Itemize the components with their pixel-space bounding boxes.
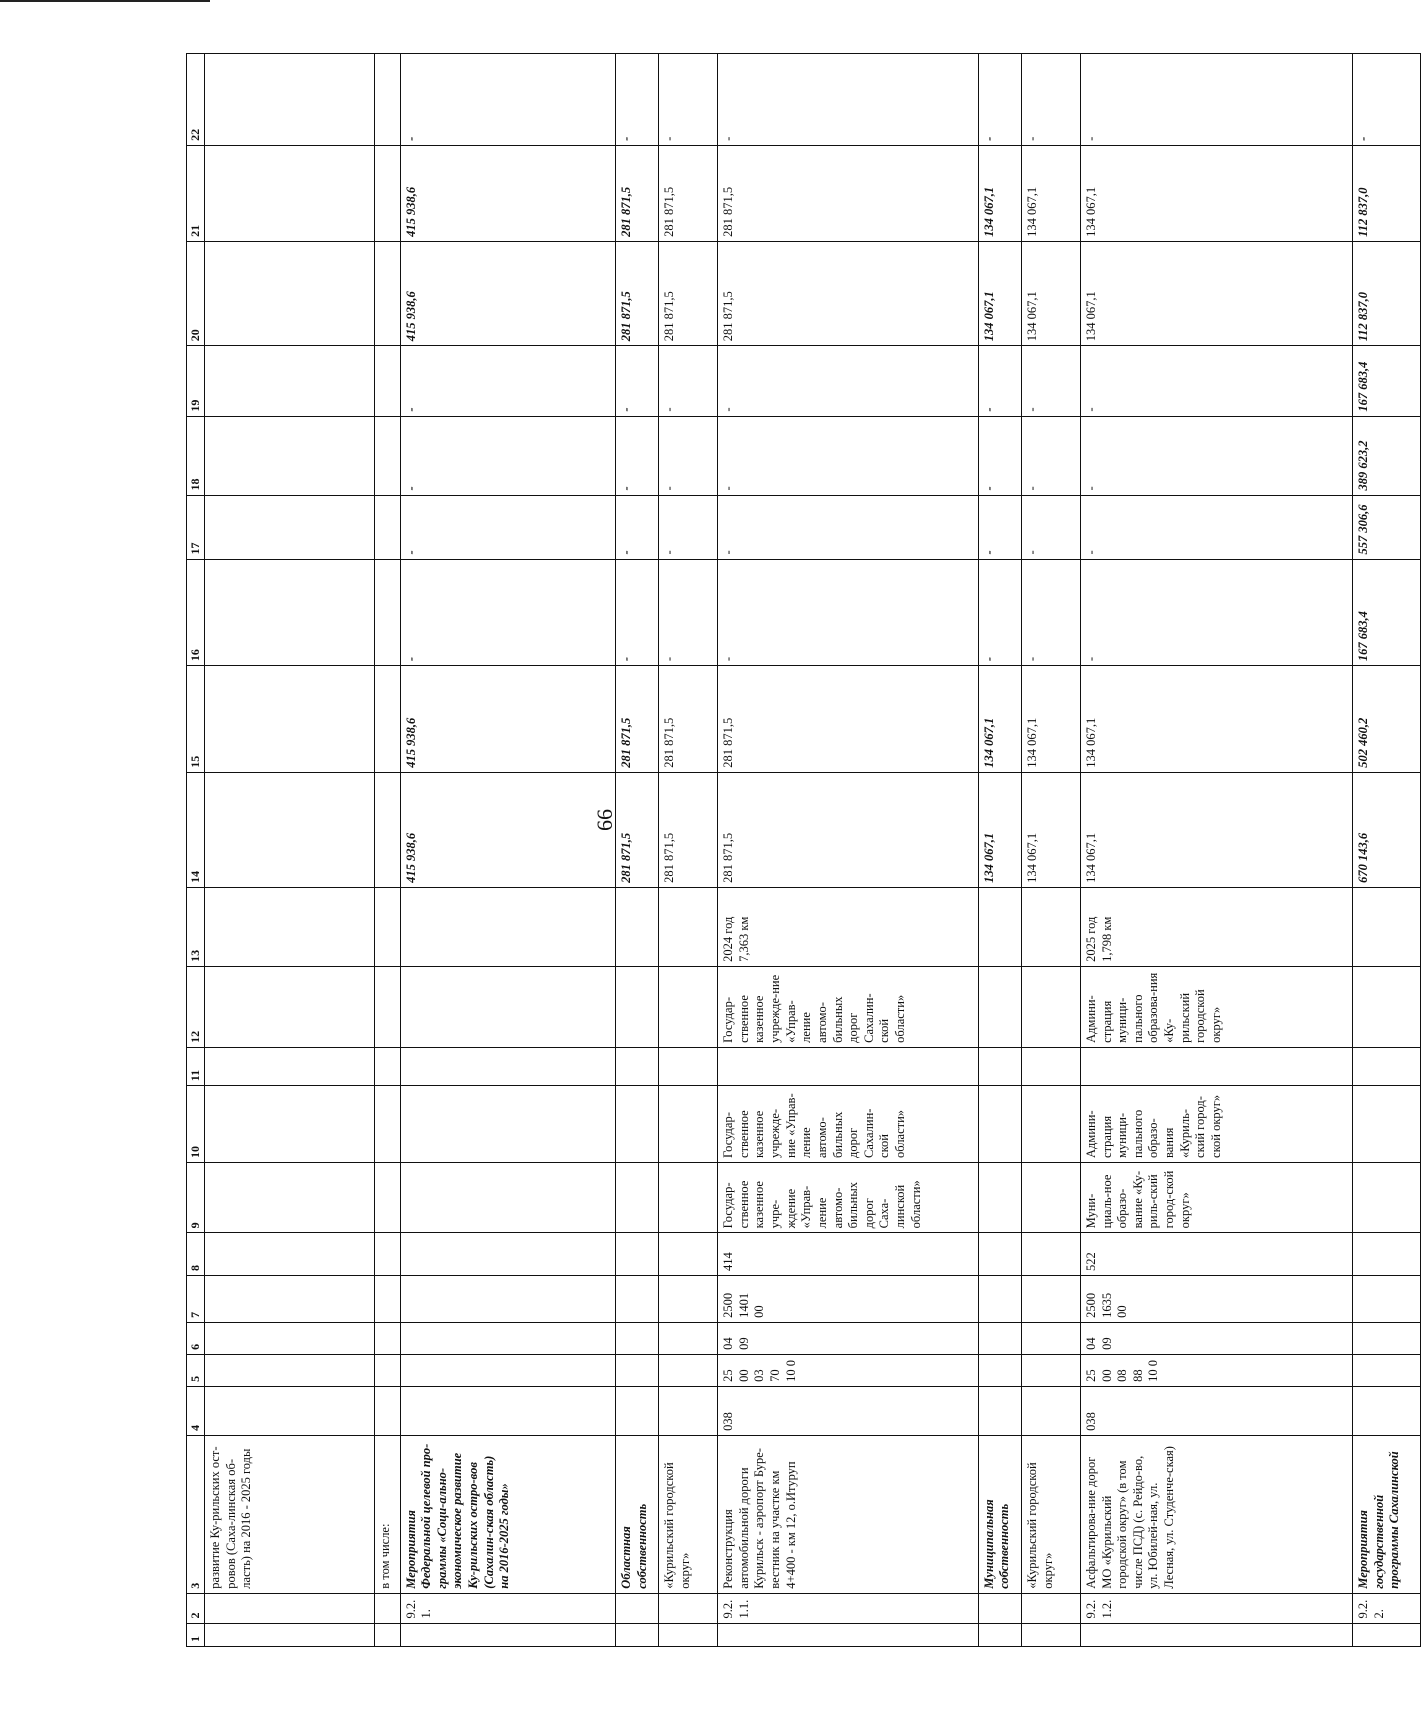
cell-col-12: Государ-ственное казенное учрежде-ние «Управ-ление автомо-бильных дорог Сахалин-ской области» [718,966,979,1047]
cell-col-10 [374,1086,400,1163]
cell-col-8 [1022,1233,1081,1276]
cell-col-2 [1022,1593,1081,1623]
cell-col-2 [374,1593,400,1623]
cell-col-16: - [400,559,615,666]
cell-col-13 [659,887,718,966]
cell-col-19: - [659,346,718,416]
cell-col-7 [659,1275,718,1322]
cell-col-15: 134 067,1 [978,666,1021,773]
cell-col-11 [205,1047,375,1085]
cell-col-4 [978,1386,1021,1435]
cell-col-17: - [1080,495,1352,559]
cell-col-16: - [1080,559,1352,666]
cell-col-17: - [978,495,1021,559]
cell-col-2 [659,1593,718,1623]
cell-col-18: - [978,416,1021,495]
cell-col-4 [400,1386,615,1435]
cell-col-21 [374,145,400,241]
cell-col-22: - [1352,54,1420,146]
cell-col-11 [718,1047,979,1085]
cell-col-1 [1080,1623,1352,1646]
cell-col-20: 134 067,1 [1022,241,1081,345]
cell-col-15: 281 871,5 [659,666,718,773]
column-header-17: 17 [187,495,205,559]
cell-col-22: - [400,54,615,146]
cell-col-9: Муни-циаль-ное образо-вание «Ку-риль-ский город-ской округ» [1080,1162,1352,1232]
cell-col-9 [400,1162,615,1232]
cell-col-3: Мероприятия государственной программы Сахалинской [1352,1435,1420,1593]
cell-col-5 [400,1354,615,1386]
cell-col-6 [978,1322,1021,1354]
cell-col-7 [615,1275,658,1322]
column-header-6: 6 [187,1322,205,1354]
column-header-10: 10 [187,1086,205,1163]
cell-col-17: 557 306,6 [1352,495,1420,559]
cell-col-1 [615,1623,658,1646]
cell-col-13: 2025 год 1,798 км [1080,887,1352,966]
cell-col-18: - [400,416,615,495]
table-row [1352,54,1420,1647]
cell-col-15: 415 938,6 [400,666,615,773]
cell-col-7 [205,1275,375,1322]
cell-col-22 [374,54,400,146]
cell-col-20: 134 067,1 [1080,241,1352,345]
cell-col-14: 134 067,1 [978,772,1021,887]
cell-col-14: 281 871,5 [718,772,979,887]
column-header-21: 21 [187,145,205,241]
cell-col-6: 04 09 [1080,1322,1352,1354]
cell-col-16: - [659,559,718,666]
cell-col-3: «Курильский городской округ» [659,1435,718,1593]
cell-col-9 [205,1162,375,1232]
cell-col-12 [1352,966,1420,1047]
cell-col-7 [400,1275,615,1322]
cell-col-13 [400,887,615,966]
cell-col-11 [615,1047,658,1085]
cell-col-8 [374,1233,400,1276]
cell-col-11 [1022,1047,1081,1085]
cell-col-9 [1022,1162,1081,1232]
cell-col-3: развитие Ку-рильских ост-ровов (Саха-линская об-ласть) на 2016 - 2025 годы [205,1435,375,1593]
cell-col-21: 281 871,5 [659,145,718,241]
cell-col-6 [1352,1322,1420,1354]
cell-col-2 [615,1593,658,1623]
cell-col-2: 9.2. 1.1. [718,1593,979,1623]
cell-col-7: 2500 1401 00 [718,1275,979,1322]
table-row [1022,54,1081,1647]
table-row [205,54,375,1647]
column-header-5: 5 [187,1354,205,1386]
cell-col-12 [978,966,1021,1047]
cell-col-19: - [978,346,1021,416]
cell-col-18: - [659,416,718,495]
cell-col-14: 134 067,1 [1022,772,1081,887]
cell-col-17: - [659,495,718,559]
cell-col-11 [659,1047,718,1085]
cell-col-16 [374,559,400,666]
cell-col-13 [1352,887,1420,966]
cell-col-22 [205,54,375,146]
cell-col-9 [615,1162,658,1232]
cell-col-22: - [1080,54,1352,146]
cell-col-1 [1352,1623,1420,1646]
cell-col-19: - [615,346,658,416]
cell-col-12 [659,966,718,1047]
cell-col-16: 167 683,4 [1352,559,1420,666]
cell-col-11 [400,1047,615,1085]
cell-col-12 [615,966,658,1047]
cell-col-1 [978,1623,1021,1646]
cell-col-8: 414 [718,1233,979,1276]
column-header-11: 11 [187,1047,205,1085]
table-row [400,54,615,1647]
cell-col-17: - [615,495,658,559]
table-row [1080,54,1352,1647]
cell-col-15: 134 067,1 [1022,666,1081,773]
cell-col-15: 281 871,5 [718,666,979,773]
cell-col-5 [978,1354,1021,1386]
cell-col-15: 281 871,5 [615,666,658,773]
cell-col-18: 389 623,2 [1352,416,1420,495]
cell-col-1 [659,1623,718,1646]
cell-col-6 [374,1322,400,1354]
cell-col-5 [615,1354,658,1386]
cell-col-4: 038 [1080,1386,1352,1435]
cell-col-6 [659,1322,718,1354]
table-row [659,54,718,1647]
cell-col-3: Реконструкция автомобильной дороги Курильск - аэропорт Буре-вестник на участке км 4+400 - км 12, о.Итуруп [718,1435,979,1593]
cell-col-12 [400,966,615,1047]
cell-col-20: 281 871,5 [615,241,658,345]
cell-col-18: - [1080,416,1352,495]
cell-col-1 [205,1623,375,1646]
cell-col-7 [1022,1275,1081,1322]
cell-col-19: - [718,346,979,416]
table-row [718,54,979,1647]
column-header-15: 15 [187,666,205,773]
cell-col-3: Областная собственность [615,1435,658,1593]
cell-col-1 [1022,1623,1081,1646]
column-header-13: 13 [187,887,205,966]
cell-col-21: 281 871,5 [718,145,979,241]
column-header-9: 9 [187,1162,205,1232]
cell-col-16 [205,559,375,666]
table-body [205,54,1421,1647]
cell-col-22: - [615,54,658,146]
header-row [187,54,205,1647]
cell-col-11 [978,1047,1021,1085]
cell-col-14: 415 938,6 [400,772,615,887]
rotated-table-wrapper [186,53,1421,1647]
cell-col-1 [400,1623,615,1646]
cell-col-13 [978,887,1021,966]
cell-col-3: в том числе: [374,1435,400,1593]
budget-table [186,53,1421,1647]
cell-col-3: Муниципальная собственность [978,1435,1021,1593]
column-header-7: 7 [187,1275,205,1322]
cell-col-3: Асфальтирова-ние дорог МО «Курильский городской округ» (в том числе ПСД) (с. Рейдо-во, ул. Юбилей-ная, ул. Лесная, ул. Студенче-ская) [1080,1435,1352,1593]
column-header-14: 14 [187,772,205,887]
cell-col-5: 25 00 03 70 10 0 [718,1354,979,1386]
cell-col-14: 281 871,5 [615,772,658,887]
column-header-12: 12 [187,966,205,1047]
cell-col-16: - [718,559,979,666]
cell-col-5 [205,1354,375,1386]
cell-col-14: 134 067,1 [1080,772,1352,887]
cell-col-10 [615,1086,658,1163]
cell-col-16: - [978,559,1021,666]
cell-col-7: 2500 1635 00 [1080,1275,1352,1322]
cell-col-7 [978,1275,1021,1322]
table-row [978,54,1021,1647]
cell-col-18 [374,416,400,495]
cell-col-2: 9.2. 1. [400,1593,615,1623]
cell-col-20: 112 837,0 [1352,241,1420,345]
cell-col-13 [374,887,400,966]
cell-col-15: 502 460,2 [1352,666,1420,773]
cell-col-6 [615,1322,658,1354]
column-header-19: 19 [187,346,205,416]
cell-col-11 [374,1047,400,1085]
cell-col-8: 522 [1080,1233,1352,1276]
cell-col-4 [659,1386,718,1435]
cell-col-5 [659,1354,718,1386]
cell-col-21: 112 837,0 [1352,145,1420,241]
cell-col-8 [205,1233,375,1276]
cell-col-12 [1022,966,1081,1047]
cell-col-8 [400,1233,615,1276]
cell-col-20: 415 938,6 [400,241,615,345]
cell-col-8 [1352,1233,1420,1276]
cell-col-4 [1352,1386,1420,1435]
cell-col-16: - [615,559,658,666]
cell-col-14 [374,772,400,887]
cell-col-11 [1352,1047,1420,1085]
cell-col-12: Админи-страция муници-пального образова-ния «Ку-рильский городской округ» [1080,966,1352,1047]
cell-col-15: 134 067,1 [1080,666,1352,773]
cell-col-20: 281 871,5 [659,241,718,345]
column-header-2: 2 [187,1593,205,1623]
cell-col-8 [615,1233,658,1276]
cell-col-10: Админи-страция муници-пального образо-вания «Куриль-ский город-ской округ» [1080,1086,1352,1163]
cell-col-8 [659,1233,718,1276]
cell-col-19 [205,346,375,416]
cell-col-8 [978,1233,1021,1276]
cell-col-4 [615,1386,658,1435]
cell-col-21: 134 067,1 [1080,145,1352,241]
cell-col-2: 9.2. 1.2. [1080,1593,1352,1623]
table-row [615,54,658,1647]
cell-col-10: Государ-ственное казенное учрежде-ние «Управ-ление автомо-бильных дорог Сахалин-ской области» [718,1086,979,1163]
cell-col-21 [205,145,375,241]
cell-col-11 [1080,1047,1352,1085]
cell-col-19: - [400,346,615,416]
cell-col-2 [205,1593,375,1623]
cell-col-9 [978,1162,1021,1232]
cell-col-4: 038 [718,1386,979,1435]
cell-col-9 [374,1162,400,1232]
cell-col-4 [374,1386,400,1435]
table-row [374,54,400,1647]
cell-col-13 [615,887,658,966]
cell-col-9 [659,1162,718,1232]
column-header-22: 22 [187,54,205,146]
cell-col-22: - [1022,54,1081,146]
cell-col-21: 134 067,1 [1022,145,1081,241]
cell-col-22: - [659,54,718,146]
cell-col-15 [205,666,375,773]
cell-col-9 [1352,1162,1420,1232]
cell-col-4 [205,1386,375,1435]
cell-col-20 [205,241,375,345]
cell-col-22: - [718,54,979,146]
cell-col-17 [374,495,400,559]
cell-col-20: 134 067,1 [978,241,1021,345]
cell-col-13 [1022,887,1081,966]
cell-col-14 [205,772,375,887]
cell-col-20: 281 871,5 [718,241,979,345]
column-header-8: 8 [187,1233,205,1276]
column-header-20: 20 [187,241,205,345]
cell-col-19: 167 683,4 [1352,346,1420,416]
cell-col-6 [205,1322,375,1354]
cell-col-5 [374,1354,400,1386]
cell-col-19 [374,346,400,416]
column-header-3: 3 [187,1435,205,1593]
cell-col-12 [374,966,400,1047]
cell-col-12 [205,966,375,1047]
cell-col-21: 281 871,5 [615,145,658,241]
cell-col-13: 2024 год 7,363 км [718,887,979,966]
cell-col-17: - [718,495,979,559]
cell-col-10 [400,1086,615,1163]
cell-col-7 [1352,1275,1420,1322]
scan-mark [0,0,210,2]
cell-col-13 [205,887,375,966]
cell-col-18: - [615,416,658,495]
cell-col-19: - [1022,346,1081,416]
cell-col-6 [1022,1322,1081,1354]
cell-col-14: 670 143,6 [1352,772,1420,887]
cell-col-17 [205,495,375,559]
cell-col-3: Мероприятия Федеральной целевой про-граммы «Соци-ально-экономическое развитие Ку-рильских остро-вов (Сахалин-ская область) на 2016-2025 годы» [400,1435,615,1593]
cell-col-20 [374,241,400,345]
cell-col-2 [978,1593,1021,1623]
column-header-4: 4 [187,1386,205,1435]
cell-col-10 [205,1086,375,1163]
cell-col-5: 25 00 08 88 10 0 [1080,1354,1352,1386]
cell-col-1 [374,1623,400,1646]
cell-col-18: - [718,416,979,495]
cell-col-1 [718,1623,979,1646]
cell-col-10 [1352,1086,1420,1163]
cell-col-21: 134 067,1 [978,145,1021,241]
cell-col-16: - [1022,559,1081,666]
column-header-1: 1 [187,1623,205,1646]
cell-col-5 [1022,1354,1081,1386]
cell-col-2: 9.2. 2. [1352,1593,1420,1623]
cell-col-19: - [1080,346,1352,416]
cell-col-17: - [400,495,615,559]
cell-col-10 [1022,1086,1081,1163]
column-header-18: 18 [187,416,205,495]
cell-col-21: 415 938,6 [400,145,615,241]
cell-col-5 [1352,1354,1420,1386]
cell-col-6 [400,1322,615,1354]
cell-col-7 [374,1275,400,1322]
cell-col-18 [205,416,375,495]
cell-col-18: - [1022,416,1081,495]
column-header-16: 16 [187,559,205,666]
cell-col-3: «Курильский городской округ» [1022,1435,1081,1593]
cell-col-10 [659,1086,718,1163]
cell-col-6: 04 09 [718,1322,979,1354]
page-number: 66 [592,809,617,831]
cell-col-9: Государ-ственное казенное учре-ждение «Управ-ление автомо-бильных дорог Саха-линской области» [718,1162,979,1232]
cell-col-10 [978,1086,1021,1163]
cell-col-4 [1022,1386,1081,1435]
cell-col-15 [374,666,400,773]
cell-col-17: - [1022,495,1081,559]
cell-col-14: 281 871,5 [659,772,718,887]
cell-col-22: - [978,54,1021,146]
